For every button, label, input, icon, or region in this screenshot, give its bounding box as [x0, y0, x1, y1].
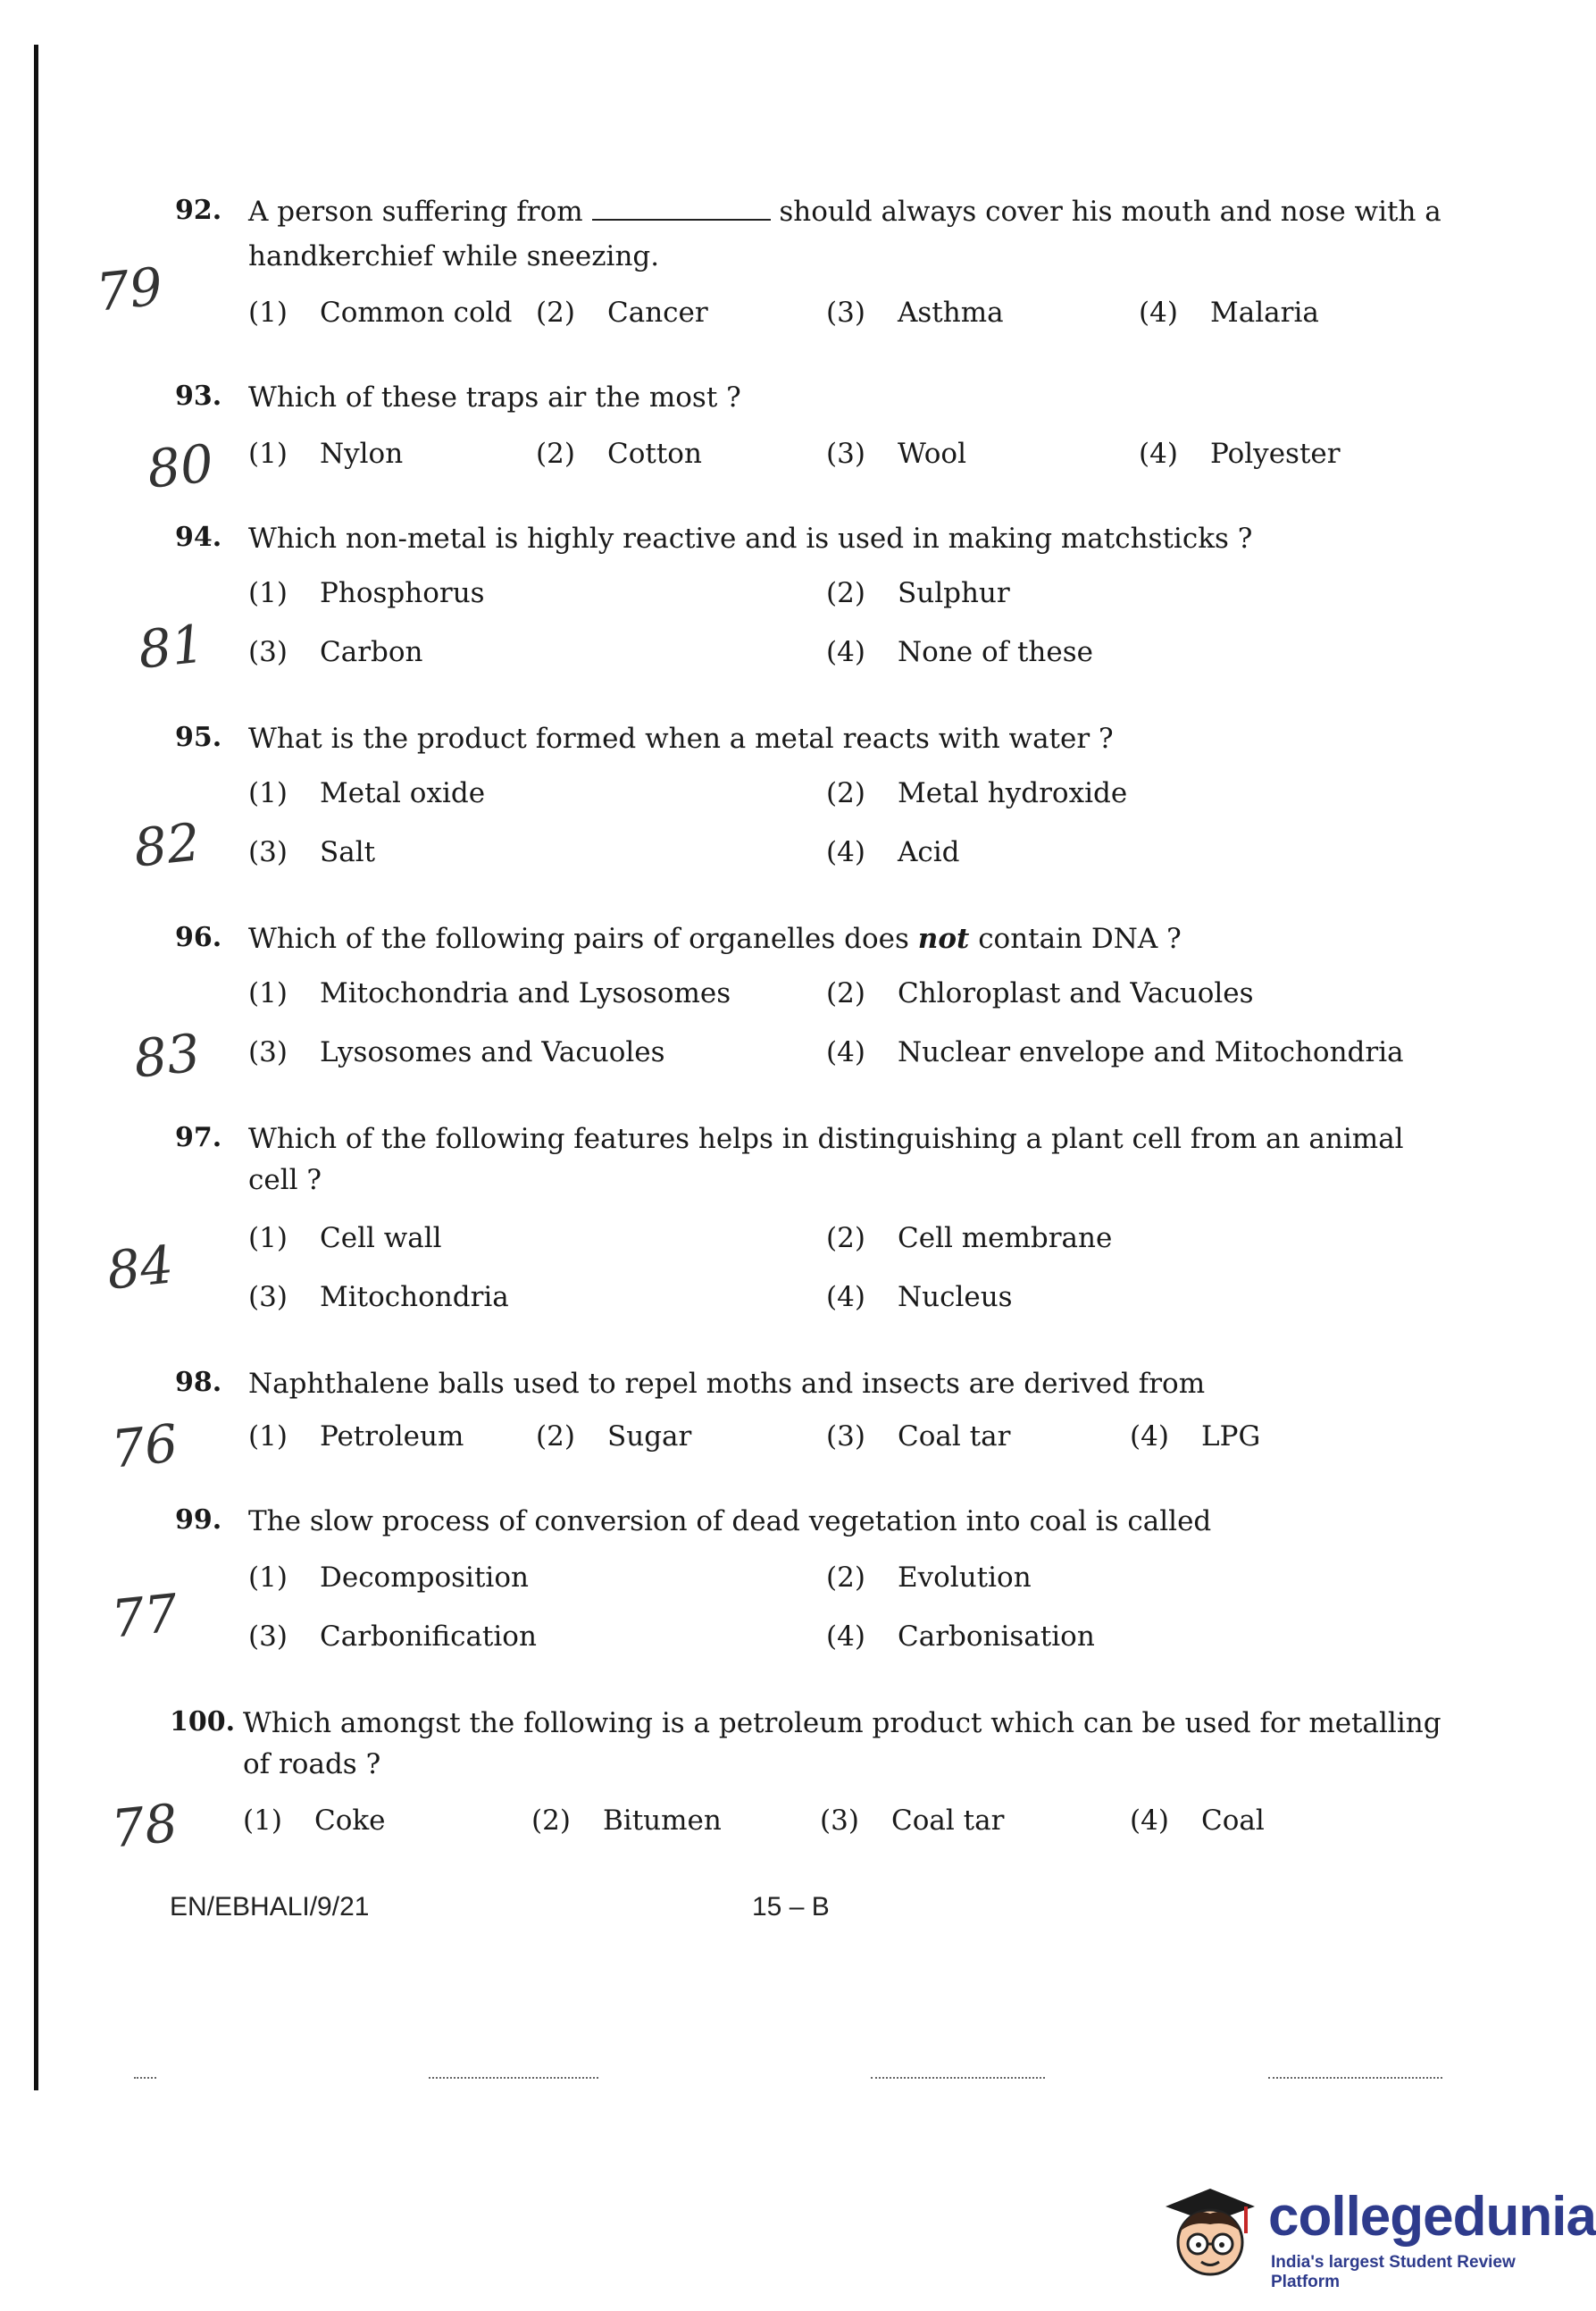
option: (3) Mitochondria: [248, 1281, 509, 1313]
option: (2) Chloroplast and Vacuoles: [826, 977, 1254, 1009]
collegedunia-logo[interactable]: [1157, 2180, 1596, 2291]
option: (1) Nylon: [248, 438, 404, 470]
handwritten-mark: 81: [135, 613, 208, 681]
question-text-line2: cell ?: [248, 1164, 322, 1196]
question-number: 94.: [175, 522, 222, 553]
option: (1) Mitochondria and Lysosomes: [248, 977, 731, 1009]
paper-code: EN/EBHALI/9/21: [170, 1892, 370, 1922]
handwritten-mark: 77: [108, 1582, 181, 1650]
page-number: 15 – B: [752, 1892, 830, 1922]
question-text: What is the product formed when a metal reacts with water ?: [248, 723, 1114, 755]
question-text: Which amongst the following is a petroleum product which can be used for metalling: [243, 1707, 1441, 1739]
option: (3) Asthma: [826, 297, 1004, 329]
option: (2) Sugar: [536, 1420, 692, 1453]
option: (3) Salt: [248, 836, 376, 868]
option: (1) Decomposition: [248, 1562, 529, 1594]
handwritten-mark: 79: [93, 255, 166, 323]
option: (3) Wool: [826, 438, 967, 470]
option: (1) Petroleum: [248, 1420, 464, 1453]
question-number: 95.: [175, 722, 222, 753]
option: (4) None of these: [826, 636, 1093, 668]
option: (2) Sulphur: [826, 577, 1010, 609]
option: (1) Phosphorus: [248, 577, 485, 609]
scan-artifact-line: [429, 2077, 598, 2079]
option: (2) Cancer: [536, 297, 708, 329]
option: (4) Polyester: [1139, 438, 1341, 470]
question-text: Which of the following pairs of organelles does not contain DNA ?: [248, 923, 1182, 955]
option: (4) Nucleus: [826, 1281, 1013, 1313]
question-number: 99.: [175, 1504, 222, 1536]
fill-in-blank: [592, 196, 771, 221]
option: (2) Bitumen: [531, 1804, 722, 1837]
handwritten-mark: 78: [108, 1792, 181, 1860]
question-number: 98.: [175, 1367, 222, 1398]
scan-artifact-line: [1268, 2077, 1442, 2079]
option: (3) Coal tar: [820, 1804, 1005, 1837]
option: (4) Nuclear envelope and Mitochondria: [826, 1036, 1404, 1068]
question-text-line2: handkerchief while sneezing.: [248, 240, 660, 272]
question-number: 96.: [175, 922, 222, 953]
question-text: Which of these traps air the most ?: [248, 381, 741, 414]
question-text: Which of the following features helps in distinguishing a plant cell from an animal: [248, 1123, 1404, 1155]
question-text: A person suffering from should always cover his mouth and nose with a: [248, 196, 1441, 228]
option: (1) Coke: [243, 1804, 386, 1837]
page-margin-rule: [34, 45, 38, 2090]
question-text: Which non-metal is highly reactive and is used in making matchsticks ?: [248, 523, 1253, 555]
scan-artifact-line: [871, 2077, 1045, 2079]
option: (1) Cell wall: [248, 1222, 442, 1254]
handwritten-mark: 83: [130, 1022, 204, 1090]
question-number: 92.: [175, 195, 222, 226]
option: (4) Coal: [1130, 1804, 1265, 1837]
option: (4) LPG: [1130, 1420, 1261, 1453]
logo-tagline: India's largest Student Review Platform: [1271, 2253, 1516, 2291]
scan-artifact-line: [134, 2077, 156, 2079]
option: (3) Carbon: [248, 636, 423, 668]
question-number: 93.: [175, 381, 222, 412]
option: (2) Cotton: [536, 438, 702, 470]
question-text-line2: of roads ?: [243, 1748, 381, 1780]
option: (2) Evolution: [826, 1562, 1032, 1594]
option: (3) Carbonification: [248, 1620, 537, 1653]
question-number: 97.: [175, 1122, 222, 1153]
handwritten-mark: 76: [108, 1412, 181, 1480]
mascot-icon: [1157, 2180, 1264, 2287]
question-text: Naphthalene balls used to repel moths and insects are derived from: [248, 1368, 1206, 1400]
question-number: 100.: [170, 1706, 236, 1737]
question-text: The slow process of conversion of dead vegetation into coal is called: [248, 1505, 1212, 1537]
handwritten-mark: 84: [104, 1234, 177, 1302]
logo-wordmark: collegedunia: [1268, 2186, 1596, 2248]
option: (4) Malaria: [1139, 297, 1319, 329]
option: (1) Common cold: [248, 297, 513, 329]
handwritten-mark: 80: [144, 432, 217, 500]
option: (4) Carbonisation: [826, 1620, 1095, 1653]
option: (3) Lysosomes and Vacuoles: [248, 1036, 665, 1068]
option: (2) Metal hydroxide: [826, 777, 1128, 809]
option: (4) Acid: [826, 836, 960, 868]
option: (1) Metal oxide: [248, 777, 486, 809]
option: (2) Cell membrane: [826, 1222, 1113, 1254]
handwritten-mark: 82: [130, 811, 204, 879]
option: (3) Coal tar: [826, 1420, 1011, 1453]
